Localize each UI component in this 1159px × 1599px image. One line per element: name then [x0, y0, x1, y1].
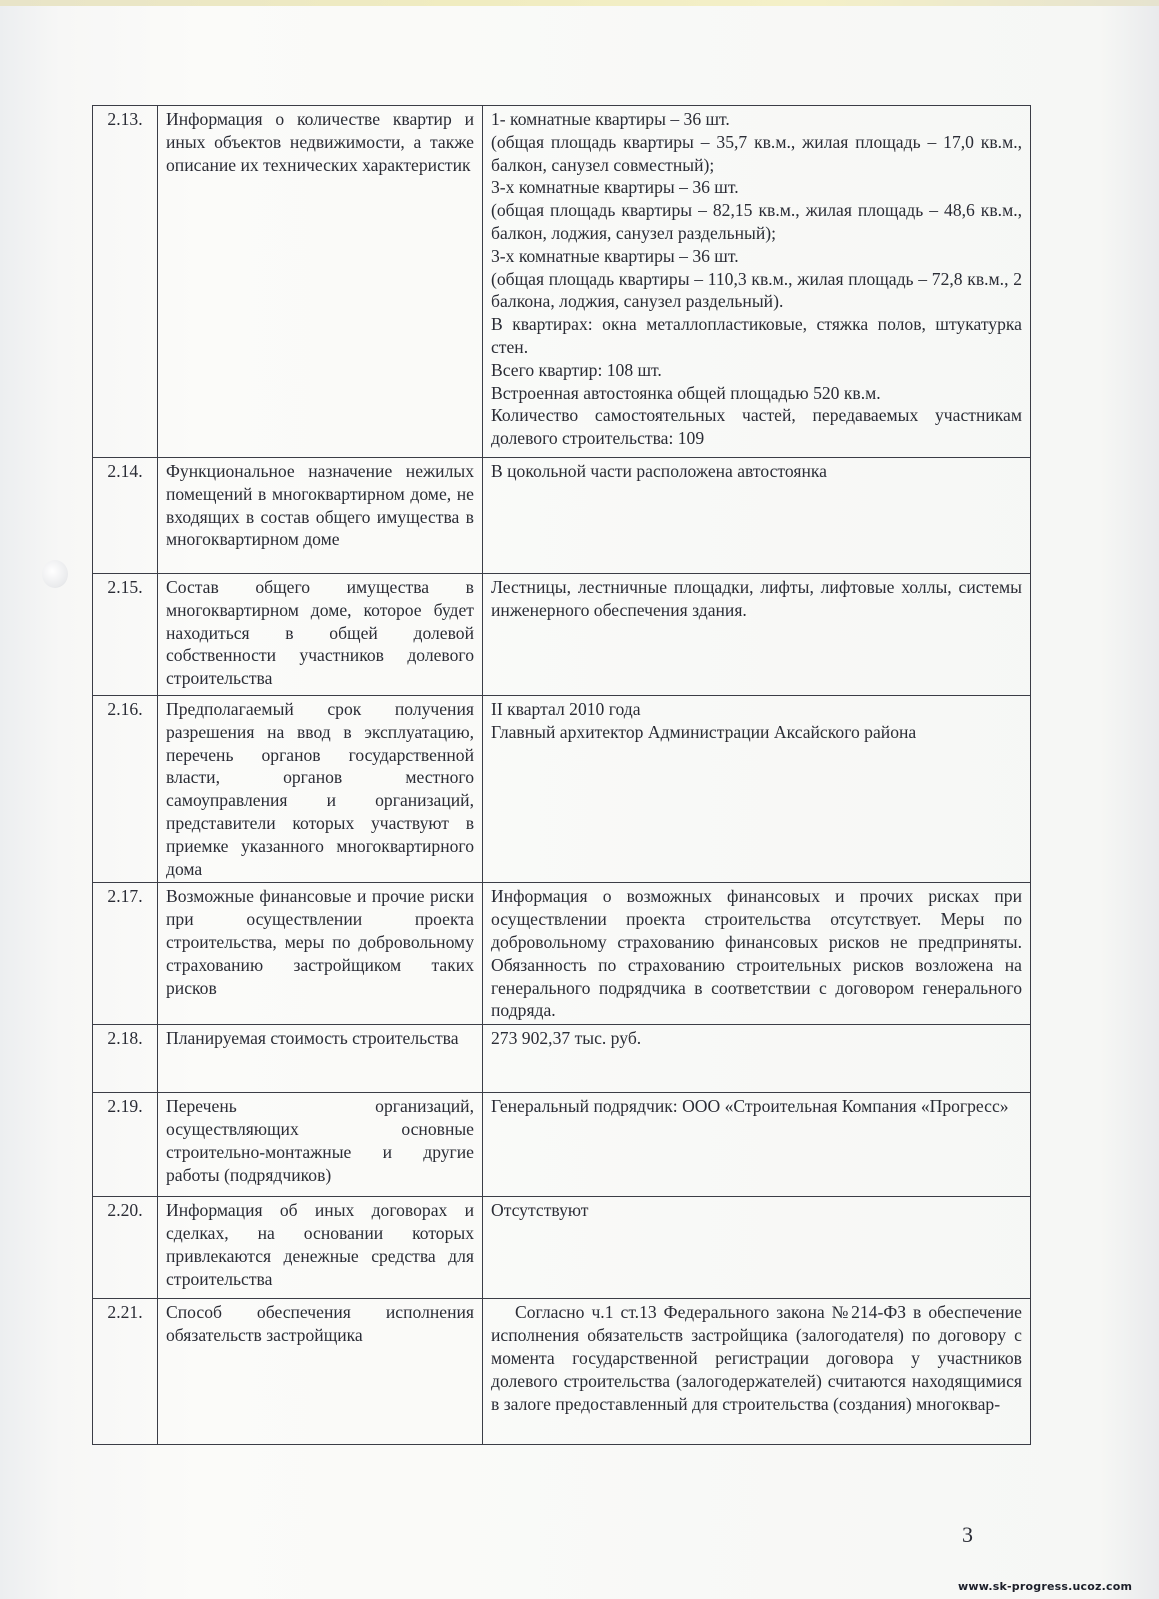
row-title: Информация о количестве квартир и иных объектов недвижимости, а также описание их технических характеристик [158, 106, 483, 458]
row-number: 2.16. [93, 696, 158, 883]
table-row [93, 883, 1031, 1025]
row-title: Предполагаемый срок получения разрешения на ввод в эксплуатацию, перечень органов государственной власти, органов местного самоуправления и организаций, представители которых участвуют в приемке указанного многоквартирного дома [158, 696, 483, 883]
row-title: Состав общего имущества в многоквартирном доме, которое будет находиться в общей долевой собственности участников долевого строительства [158, 574, 483, 696]
row-number: 2.21. [93, 1299, 158, 1445]
row-value [483, 106, 1031, 458]
table-row [93, 106, 1031, 458]
value-line: 3-х комнатные квартиры – 36 шт. [491, 177, 739, 198]
table-row [93, 1025, 1031, 1093]
value-line: 3-х комнатные квартиры – 36 шт. [491, 245, 739, 266]
row-title: Возможные финансовые и прочие риски при осуществлении проекта строительства, меры по добровольному страхованию застройщиком таких рисков [158, 883, 483, 1025]
value-line: Количество самостоятельных частей, передаваемых участникам долевого строительства: 109 [491, 405, 1022, 449]
binder-hole [42, 560, 68, 588]
value-line: (общая площадь квартиры – 110,3 кв.м., жилая площадь – 72,8 кв.м., 2 балкона, лоджия, санузел раздельный). [491, 268, 1022, 312]
row-title: Информация об иных договорах и сделках, на основании которых привлекаются денежные средства для строительства [158, 1197, 483, 1299]
row-number: 2.14. [93, 458, 158, 574]
value-line: Информация о возможных финансовых и прочих рисках при осуществлении проекта строительства отсутствует. Меры по добровольному страхованию финансовых рисков не предприняты. Обязанность по страхованию строительных рисков возложена на генерального подрядчика в соответствии с договором генерального подряда. [491, 886, 1022, 1021]
value-line: Отсутствуют [491, 1200, 589, 1221]
value-line: (общая площадь квартиры – 82,15 кв.м., жилая площадь – 48,6 кв.м., балкон, лоджия, санузел раздельный); [491, 200, 1022, 243]
row-value [483, 1093, 1031, 1197]
value-line: Встроенная автостоянка общей площадью 520 кв.м. [491, 382, 881, 403]
value-line: Всего квартир: 108 шт. [491, 359, 662, 380]
row-value [483, 1025, 1031, 1093]
row-value [483, 1197, 1031, 1299]
row-number: 2.15. [93, 574, 158, 696]
page-number: 3 [962, 1522, 973, 1547]
table-row [93, 458, 1031, 574]
row-value [483, 1299, 1031, 1445]
value-line: 273 902,37 тыс. руб. [491, 1028, 642, 1049]
value-line: II квартал 2010 года [491, 699, 641, 719]
row-title: Перечень организаций, осуществляющих основные строительно-монтажные и другие работы (подрядчиков) [158, 1093, 483, 1197]
row-number: 2.13. [93, 106, 158, 458]
row-value [483, 574, 1031, 696]
row-title: Планируемая стоимость строительства [158, 1025, 483, 1093]
document-table [92, 105, 1031, 1445]
value-line: Генеральный подрядчик: ООО «Строительная Компания «Прогресс» [491, 1096, 1009, 1117]
table-row [93, 696, 1031, 883]
site-watermark: www.sk-progress.ucoz.com [958, 1580, 1133, 1593]
row-title: Функциональное назначение нежилых помещений в многоквартирном доме, не входящих в состав общего имущества в многоквартирном доме [158, 458, 483, 574]
table-row [93, 1197, 1031, 1299]
page-top-edge [0, 0, 1159, 6]
row-number: 2.19. [93, 1093, 158, 1197]
row-number: 2.17. [93, 883, 158, 1025]
value-line: Согласно ч.1 ст.13 Федерального закона №214-ФЗ в обеспечение исполнения обязательств застройщика (залогодателя) по договору с момента государственной регистрации договора у участников долевого строительства (залогодержателей) считаются находящимися в залоге предоставленный для строительства (создания) многоквар- [491, 1302, 1022, 1414]
value-line: Главный архитектор Администрации Аксайского района [491, 721, 917, 742]
row-value [483, 458, 1031, 574]
row-title: Способ обеспечения исполнения обязательств застройщика [158, 1299, 483, 1445]
value-line: Лестницы, лестничные площадки, лифты, лифтовые холлы, системы инженерного обеспечения здания. [491, 577, 1022, 620]
row-number: 2.18. [93, 1025, 158, 1093]
table-row [93, 1093, 1031, 1197]
row-number: 2.20. [93, 1197, 158, 1299]
table-row [93, 574, 1031, 696]
row-value [483, 883, 1031, 1025]
value-line: В квартирах: окна металлопластиковые, стяжка полов, штукатурка стен. [491, 314, 1022, 357]
value-line: В цокольной части расположена автостоянка [491, 461, 827, 481]
table-row [93, 1299, 1031, 1445]
row-value [483, 696, 1031, 883]
value-line: 1- комнатные квартиры – 36 шт. [491, 109, 730, 129]
value-line: (общая площадь квартиры – 35,7 кв.м., жилая площадь – 17,0 кв.м., балкон, санузел совместный); [491, 131, 1022, 175]
